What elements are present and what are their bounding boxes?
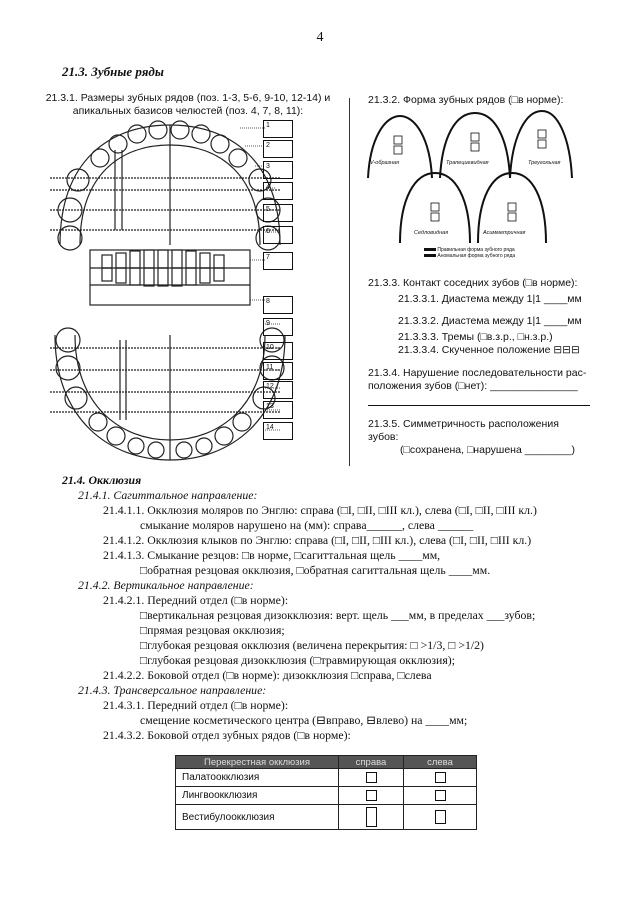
symmetry [368, 418, 575, 457]
measure-box-13[interactable]: 13 [263, 401, 293, 419]
shape-v [368, 116, 432, 178]
size-heading-line2: апикальных базисов челюстей (поз. 4, 7, 8, 11): [72, 105, 304, 117]
table-row [176, 769, 477, 787]
vertical-heading: 21.4.2. Вертикальное направление: [78, 578, 254, 592]
section-title: 21.3. Зубные ряды [62, 64, 164, 79]
center-shift: смещение косметического центра (⊟вправо, ⊟влево) на ____мм; [140, 713, 468, 727]
dental-arches-diagram [40, 120, 340, 470]
bite-view [90, 250, 250, 305]
sequence-line1: 21.3.4. Нарушение последовательности рас- [368, 367, 587, 379]
checkbox-lingual-right[interactable] [366, 790, 377, 801]
anterior-transverse: 21.4.3.1. Передний отдел (□в норме): [103, 698, 289, 712]
row-label: Лингвоокклюзия [176, 787, 339, 805]
th-crossbite: Перекрестная окклюзия [176, 756, 339, 769]
contact-title: 21.3.3. Контакт соседних зубов (□в норме): [368, 277, 578, 289]
lateral-transverse: 21.4.3.2. Боковой отдел зубных рядов (□в норме): [103, 728, 351, 742]
th-left: слева [404, 756, 477, 769]
arch-form-title: 21.3.2. Форма зубных рядов (□в норме): [368, 94, 564, 106]
arch-form-legend [424, 247, 515, 259]
sequence-violation [368, 367, 586, 393]
measure-box-5[interactable]: 5 [263, 204, 293, 222]
checkbox-lingual-left[interactable] [435, 790, 446, 801]
checkbox-palatal-left[interactable] [435, 772, 446, 783]
column-divider [349, 98, 350, 466]
checkbox-vestibular-right[interactable] [366, 807, 377, 827]
sequence-fill-line[interactable] [368, 405, 590, 406]
measure-box-10[interactable]: 10 [263, 342, 293, 360]
measure-box-3[interactable]: 3 [263, 161, 293, 179]
diastema-2: 21.3.3.2. Диастема между 1|1 ____мм [398, 315, 582, 327]
checkbox-vestibular-left[interactable] [435, 810, 446, 824]
shape-label-saddle: Седловидная [414, 230, 449, 236]
page-number: 4 [316, 30, 324, 45]
molar-deviation: смыкание моляров нарушено на (мм): справа______, слева ______ [140, 518, 474, 532]
shape-label-trap: Трапециевидная [446, 160, 489, 166]
lateral-vertical: 21.4.2.2. Боковой отдел (□в норме): дизокклюзия □справа, □слева [103, 668, 432, 682]
symmetry-line1: 21.3.5. Симметричность расположения [368, 418, 559, 430]
table-row [176, 787, 477, 805]
sagittal-heading: 21.4.1. Сагиттальное направление: [78, 488, 258, 502]
sequence-line2: положения зубов (□нет): _______________ [368, 380, 578, 392]
crossbite-table [175, 755, 477, 830]
anterior-vertical: 21.4.2.1. Передний отдел (□в норме): [103, 593, 289, 607]
measure-box-1[interactable]: 1 [263, 120, 293, 138]
measure-box-6[interactable]: 6 [263, 226, 293, 244]
symmetry-line2: зубов: [368, 431, 399, 443]
molar-occlusion: 21.4.1.1. Окклюзия моляров по Энглю: справа (□I, □II, □III кл.), слева (□I, □II, □III кл.) [103, 503, 537, 517]
symmetry-line3: (□сохранена, □нарушена ________) [400, 444, 575, 456]
measure-box-8[interactable]: 8 [263, 296, 293, 314]
occlusion-title: 21.4. Окклюзия [62, 473, 142, 487]
tremas: 21.3.3.3. Тремы (□в.з.р., □н.з.р.) [398, 331, 553, 343]
checkbox-palatal-right[interactable] [366, 772, 377, 783]
size-heading-line1: 21.3.1. Размеры зубных рядов (поз. 1-3, 5-6, 9-10, 12-14) и [45, 92, 331, 104]
incisor-reverse: □обратная резцовая окклюзия, □обратная сагиттальная щель ____мм. [140, 563, 491, 577]
measure-box-11[interactable]: 11 [263, 362, 293, 380]
deep-disocclusion: □глубокая резцовая дизокклюзия (□травмирующая окклюзия); [140, 653, 456, 667]
measure-box-12[interactable]: 12 [263, 381, 293, 399]
th-right: справа [339, 756, 404, 769]
measure-box-14[interactable]: 14 [263, 422, 293, 440]
shape-label-asym: Асимметричная [483, 230, 526, 236]
shape-label-v: V-образная [370, 160, 400, 166]
size-heading [33, 92, 343, 118]
bite-teeth [102, 250, 224, 286]
legend-item-abnormal: Аномальная форма зубного ряда [424, 253, 515, 259]
row-label: Вестибулоокклюзия [176, 805, 339, 830]
direct-occlusion: □прямая резцовая окклюзия; [140, 623, 285, 637]
canine-occlusion: 21.4.1.2. Окклюзия клыков по Энглю: справа (□I, □II, □III кл.), слева (□I, □II, □III кл.) [103, 533, 532, 547]
measure-box-2[interactable]: 2 [263, 140, 293, 158]
shape-tri [510, 111, 572, 178]
shape-label-tri: Треугольная [528, 160, 561, 166]
row-label: Палатоокклюзия [176, 769, 339, 787]
arch-form-diagram [360, 108, 580, 258]
diastema-1: 21.3.3.1. Диастема между 1|1 ____мм [398, 293, 582, 305]
measure-box-4[interactable]: 4 [263, 182, 293, 200]
measure-box-7[interactable]: 7 [263, 252, 293, 270]
deep-occlusion: □глубокая резцовая окклюзия (величена перекрытия: □ >1/3, □ >1/2) [140, 638, 484, 652]
crowding: 21.3.3.4. Скученное положение ⊟⊟⊟ [398, 344, 580, 356]
table-header-row [176, 756, 477, 769]
vertical-disocclusion: □вертикальная резцовая дизокклюзия: верт. щель ___мм, в пределах ___зубов; [140, 608, 536, 622]
table-row [176, 805, 477, 830]
transverse-heading: 21.4.3. Трансверсальное направление: [78, 683, 267, 697]
legend-item-normal: Правильная форма зубного ряда [424, 247, 515, 253]
shape-trap [440, 113, 510, 178]
measure-box-9[interactable]: 9 [263, 318, 293, 336]
incisor-closure: 21.4.1.3. Смыкание резцов: □в норме, □сагиттальная щель ____мм, [103, 548, 441, 562]
